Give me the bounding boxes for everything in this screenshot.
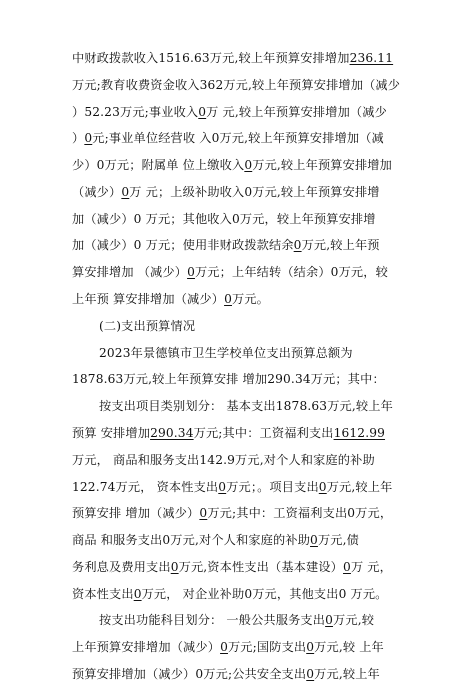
- text-line: 预算安排 增加（减少）0万元;其中：工资福利支出0万元，: [72, 506, 393, 520]
- text-line: 少）0万元；附属单 位上缴收入0万元,较上年预算安排增加: [72, 158, 392, 172]
- text-line: 资本性支出0万元， 对企业补助0万元，其他支出0 万元。: [72, 587, 388, 601]
- text-line: （减少）0万 元；上级补助收入0万元,较上年预算安排增: [72, 185, 380, 199]
- text-line: ）0元;事业单位经营收 入0万元,较上年预算安排增加（减: [72, 131, 384, 145]
- text-line: 2023年景德镇市卫生学校单位支出预算总额为: [99, 346, 353, 360]
- text-line: 1878.63万元,较上年预算安排 增加290.34万元；其中：: [72, 372, 385, 386]
- text-line: 上年预算安排增加（减少）0万元;国防支出0万元,较 上年: [72, 640, 384, 654]
- text-line: 加（减少）0 万元；其他收入0万元，较上年预算安排增: [72, 212, 376, 226]
- text-line: 上年预 算安排增加（减少）0万元。: [72, 292, 269, 306]
- text-line: 预算 安排增加290.34万元;其中：工资福利支出1612.99: [72, 426, 386, 440]
- text-line: 万元;教育收费资金收入362万元,较上年预算安排增加（减少: [72, 78, 401, 92]
- section-heading: (二)支出预算情况: [99, 319, 196, 333]
- text-line: 万元， 商品和服务支出142.9万元,对个人和家庭的补助: [72, 453, 375, 467]
- text-line: 商品 和服务支出0万元,对个人和家庭的补助0万元,债: [72, 533, 359, 547]
- text-line: 按支出项目类别划分： 基本支出1878.63万元,较上年: [99, 399, 393, 413]
- text-line: ）52.23万元;事业收入0万 元,较上年预算安排增加（减少: [72, 105, 387, 119]
- text-line: 122.74万元， 资本性支出0万元；。项目支出0万元,较上年: [72, 480, 393, 494]
- text-line: 按支出功能科目划分： 一般公共服务支出0万元,较: [99, 613, 375, 627]
- text-line: 预算安排增加（减少）0万元;公共安全支出0万元,较上年: [72, 667, 380, 681]
- text-line: 加（减少）0 万元；使用非财政拨款结余0万元,较上年预: [72, 238, 380, 252]
- text-line: 算安排增加 （减少）0万元；上年结转（结余）0万元，较: [72, 265, 388, 279]
- text-line: 中财政拨款收入1516.63万元,较上年预算安排增加236.11: [72, 51, 394, 65]
- text-line: 务利息及费用支出0万元,资本性支出（基本建设）0万 元，: [72, 560, 392, 574]
